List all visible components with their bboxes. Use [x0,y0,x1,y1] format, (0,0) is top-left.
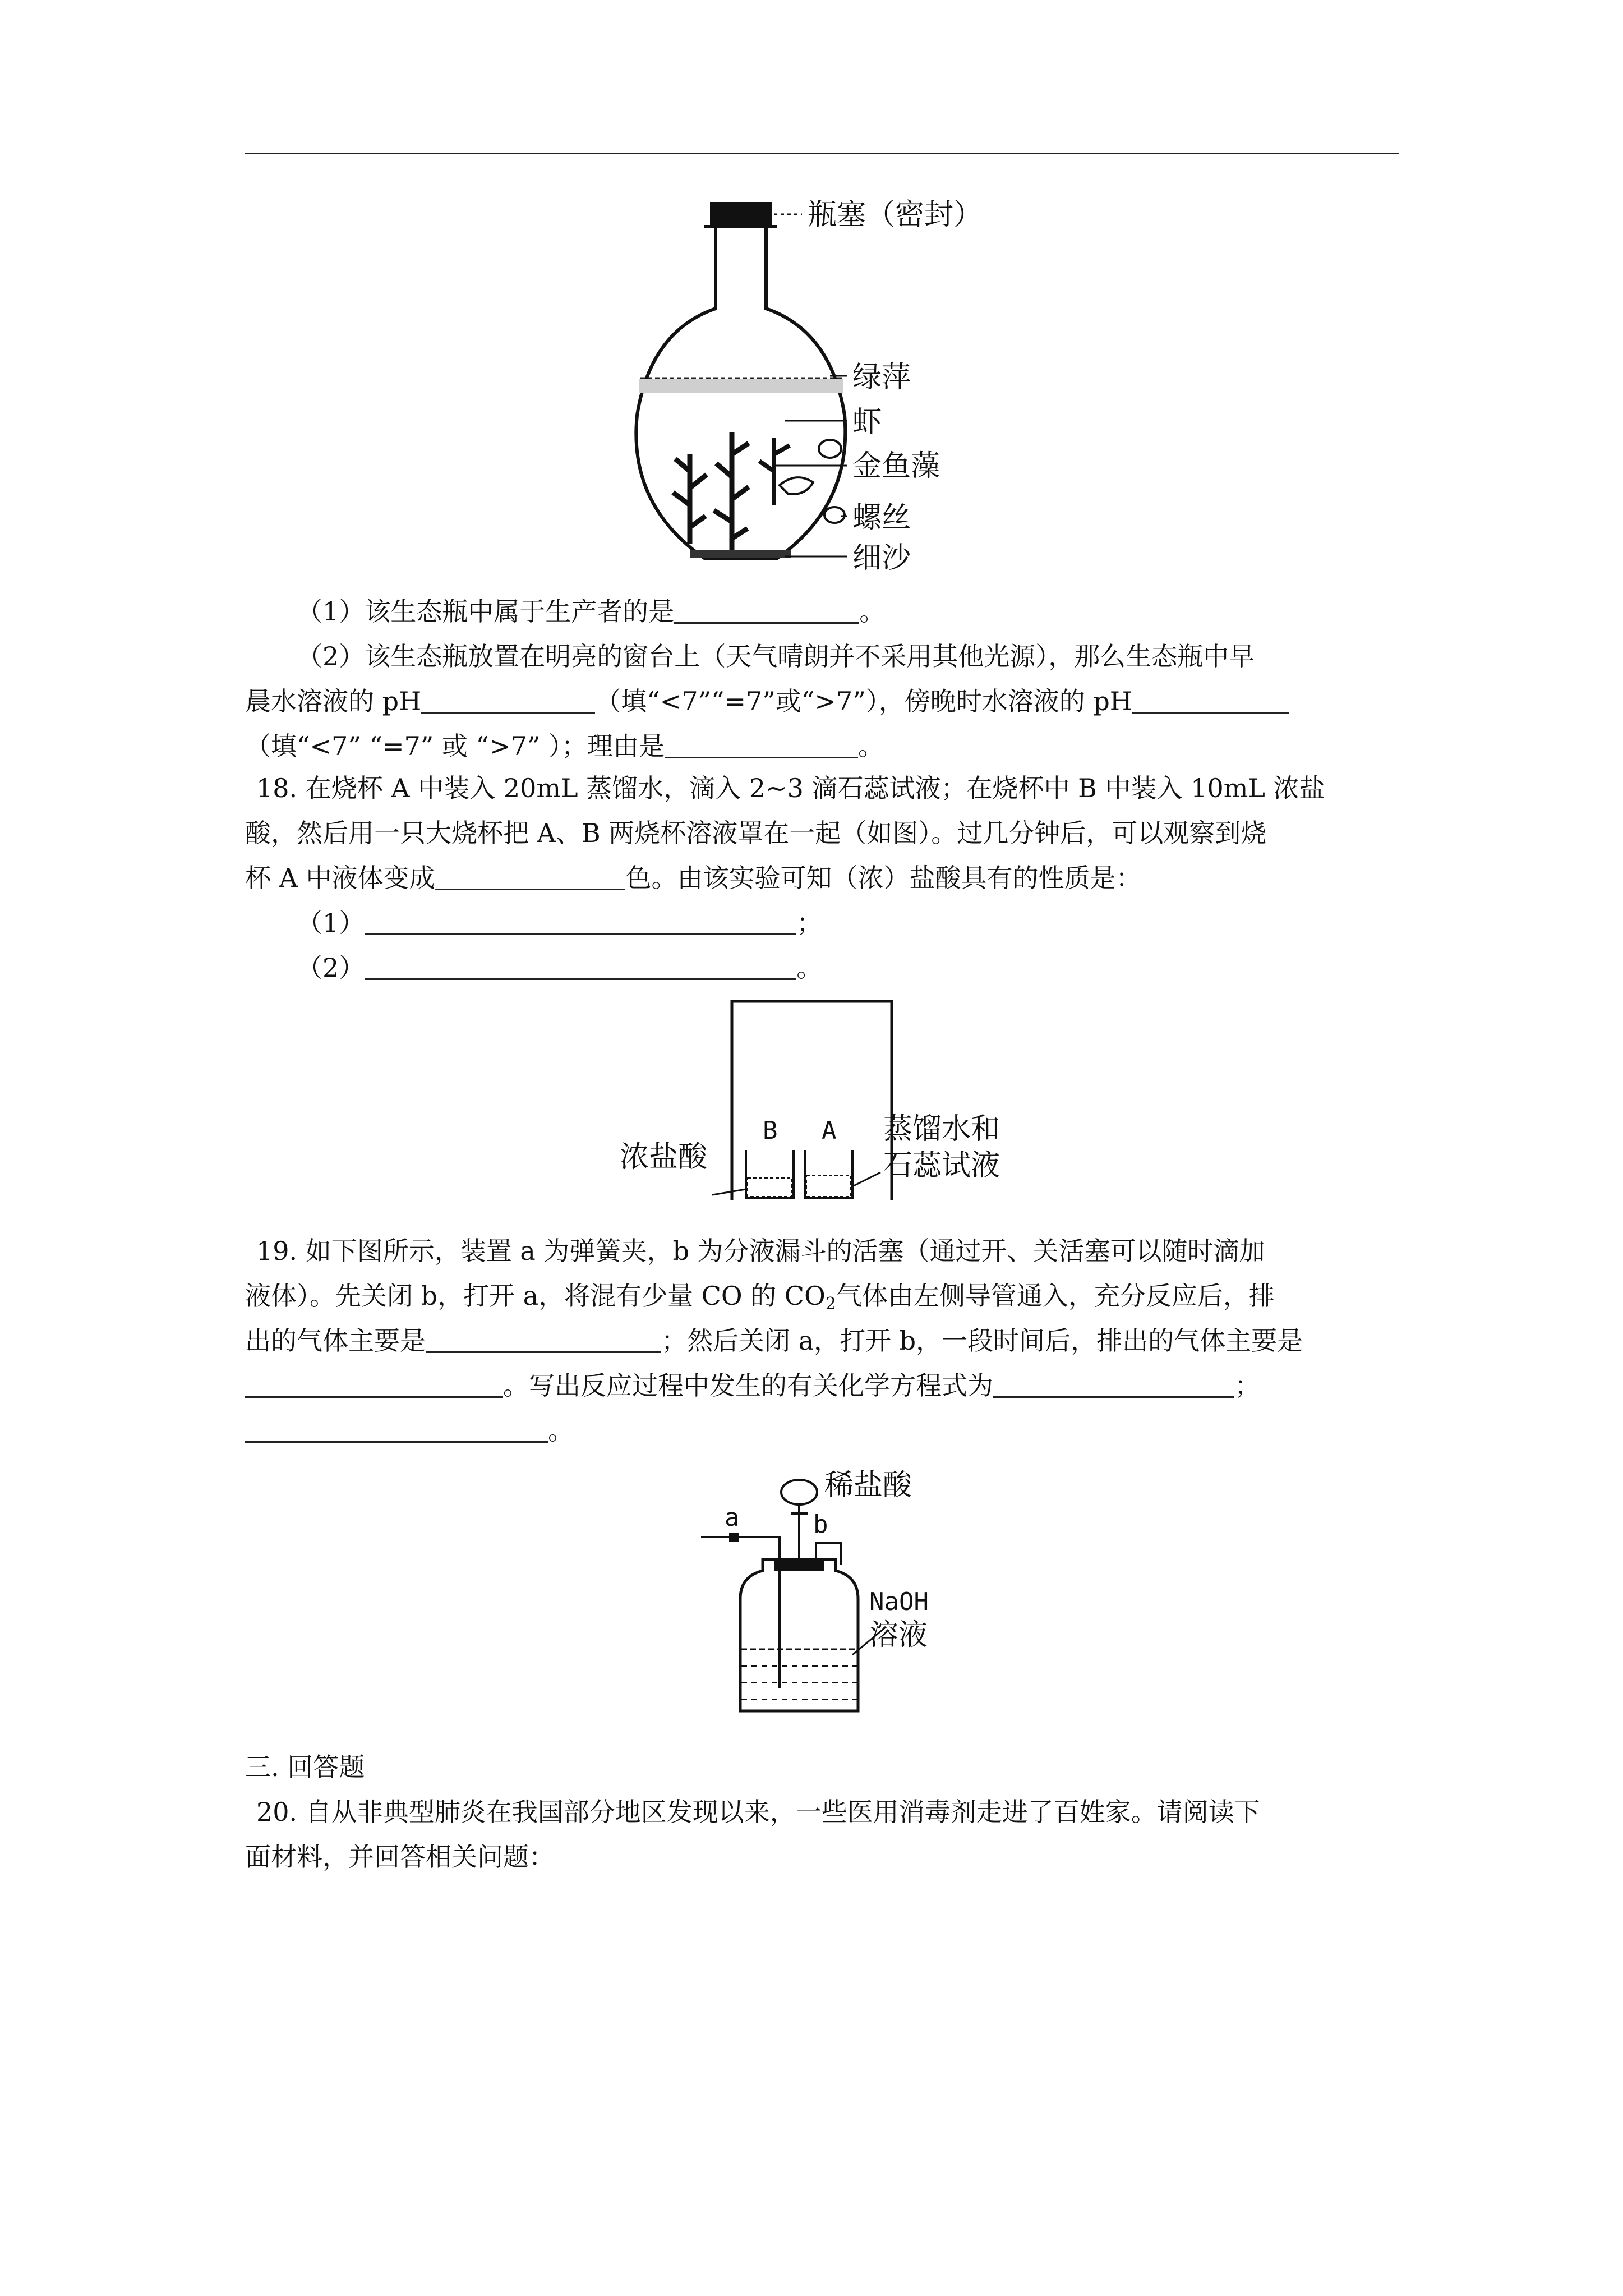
q19-line1: 19. 如下图所示，装置 a 为弹簧夹，b 为分液漏斗的活塞（通过开、关活塞可以随时滴加 [256,1236,1265,1266]
answer-blank[interactable] [674,599,859,624]
q18-item2: （2） 。 [297,953,823,983]
label-litmus: 石蕊试液 [883,1149,1000,1182]
beakers-figure [611,993,1038,1217]
label-dilute-hcl: 稀盐酸 [824,1469,912,1502]
label-clamp-a: a [725,1503,740,1532]
stopper-shape [710,202,772,227]
sand-layer [690,550,791,558]
label-conc-hcl: 浓盐酸 [620,1140,708,1174]
q17-sub2-line2: 晨水溶液的 pH （填“<7”“=7”或“>7”），傍晚时水溶液的 pH [245,679,1399,724]
label-stopcock-b: b [813,1510,828,1539]
washing-bottle-figure [701,1464,948,1722]
q20-line1: 20. 自从非典型肺炎在我国部分地区发现以来，一些医用消毒剂走进了百姓家。请阅读下 [256,1797,1260,1827]
gas-washing-bottle-diagram-icon [701,1464,948,1722]
answer-blank[interactable] [993,1373,1234,1398]
q19-line2: 液体）。先关闭 b，打开 a，将混有少量 CO 的 $CO_2$气体由左侧导管通入，充分反应后，排 [245,1281,1275,1314]
label-water-and: 蒸馏水和 [883,1112,1000,1146]
label-naoh: NaOH [869,1588,929,1616]
duckweed-layer [639,379,843,393]
large-beaker [732,1001,892,1200]
eco-bottle-figure [606,191,1032,583]
q17-sub1: （1）该生态瓶中属于生产者的是 。 [297,596,886,627]
q19-line4: 。写出反应过程中发生的有关化学方程式为 ； [245,1363,1399,1408]
answer-blank[interactable] [421,688,595,714]
answer-blank[interactable] [435,865,625,890]
q18-item1: （1） ； [297,908,823,938]
q19-line3: 出的气体主要是 ；然后关闭 a，打开 b，一段时间后，排出的气体主要是 [245,1326,1303,1356]
q18-line1: 18. 在烧杯 A 中装入 20mL 蒸馏水，滴入 2~3 滴石蕊试液；在烧杯中 B 中装入 10mL 浓盐 [256,773,1325,803]
label-snail: 螺丝 [852,501,911,535]
beakers-under-large-beaker-diagram-icon [611,993,1038,1217]
answer-blank[interactable] [245,1373,503,1398]
label-beaker-a: A [822,1116,837,1145]
answer-blank[interactable] [665,733,858,758]
header-rule [245,153,1399,154]
flask-ecosystem-diagram-icon [606,191,1032,583]
q19-line5: 。 [245,1408,1399,1453]
q17-sub2-line1: （2）该生态瓶放置在明亮的窗台上（天气晴朗并不采用其他光源），那么生态瓶中早 [297,641,1255,671]
answer-blank[interactable] [365,955,796,980]
q17-sub2-line3: （填“<7” “=7” 或 “>7” ）；理由是 。 [245,731,884,761]
label-shrimp: 虾 [852,406,882,439]
label-solution: 溶液 [869,1618,928,1652]
q18-line2: 酸，然后用一只大烧杯把 A、B 两烧杯溶液罩在一起（如图）。过几分钟后，可以观察到烧 [245,818,1267,848]
answer-blank[interactable] [426,1328,661,1353]
label-stopper: 瓶塞（密封） [808,198,983,232]
label-beaker-b: B [763,1116,778,1145]
section3-heading: 三. 回答题 [245,1752,365,1782]
label-hornwort: 金鱼藻 [852,449,940,483]
q20-line2: 面材料，并回答相关问题： [245,1842,555,1872]
answer-blank[interactable] [245,1418,548,1443]
answer-blank[interactable] [365,910,796,935]
label-sand: 细沙 [852,541,911,575]
label-duckweed: 绿萍 [852,361,911,394]
answer-blank[interactable] [1132,688,1289,714]
q18-line3: 杯 A 中液体变成 色。由该实验可知（浓）盐酸具有的性质是： [245,863,1142,893]
